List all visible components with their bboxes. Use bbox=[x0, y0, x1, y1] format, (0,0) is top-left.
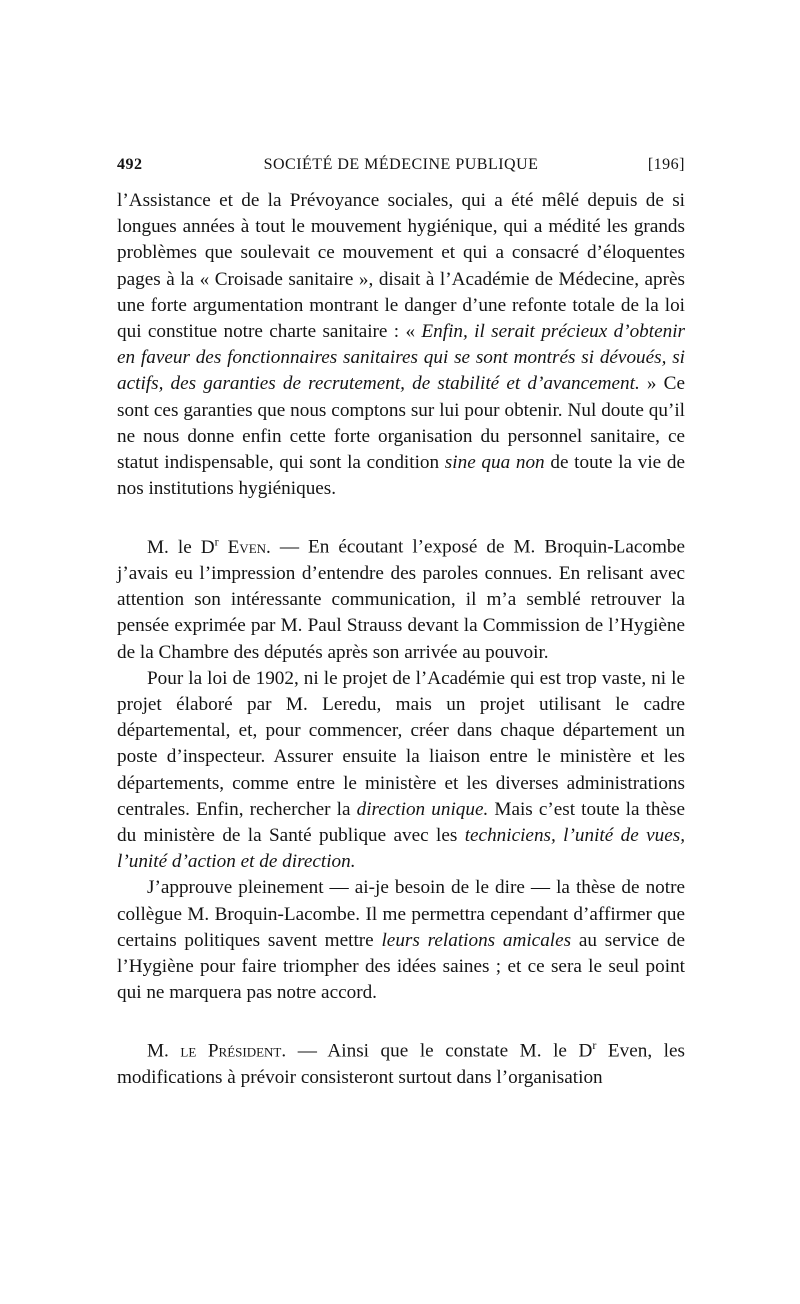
paragraph-5: M. le Président. — Ainsi que le constate M. le $D^r$ Even, les modifications à prévoir consisteront surtout dans l’organisation bbox=[117, 1038, 685, 1089]
paragraph-2: M. le $D^r$ Even. — En écoutant l’exposé de M. Broquin-Lacombe j’avais eu l’impression d’entendre des paroles connues. En relisant avec attention son intéressante communication, il m’a semblé retrouver la pensée exprimée par M. Paul Strauss devant la Commission de l’Hygiène de la Chambre des députés après son arrivée au pouvoir. bbox=[117, 534, 685, 663]
speaker-even: M. le $D^r$ Even. bbox=[147, 534, 271, 558]
running-header bbox=[117, 156, 685, 178]
quoted-citation: Enfin, il serait précieux d’obtenir en faveur des fonctionnaires sanitaires qui se sont montrés si dévoués, si actifs, des garanties de recrutement, de stabilité et d’avancement. bbox=[117, 321, 685, 395]
page-body bbox=[117, 188, 685, 1091]
paragraph-3: Pour la loi de 1902, ni le projet de l’Académie qui est trop vaste, ni le projet élaboré par M. Leredu, mais un projet utilisant le cadre départemental, et, pour commencer, créer dans chaque département un poste d’inspecteur. Assurer ensuite la liaison entre le ministère et les départements, comme entre le ministère et les diverses administrations centrales. Enfin, rechercher la direction unique. Mais c’est toute la thèse du ministère de la Santé publique avec les techniciens, l’unité de vues, l’unité d’action et de direction. bbox=[117, 667, 686, 873]
page-reference: [196] bbox=[647, 156, 685, 173]
page-number: 492 bbox=[117, 156, 143, 173]
latin-phrase: sine qua non bbox=[444, 452, 545, 474]
speaker-president: M. le Président. bbox=[147, 1040, 287, 1062]
paragraph-1: l’Assistance et de la Prévoyance sociales, qui a été mêlé depuis de si longues années à tout le mouvement hygiénique, qui a médité les grands problèmes que soulevait ce mouvement et qui a consacré d’éloquentes pages à la « Croisade sanitaire », disait à l’Académie de Médecine, après une forte argumentation montrant le danger d’une refonte totale de la loi qui constitue notre charte sanitaire : « Enfin, il serait précieux d’obtenir en faveur des fonctionnaires sanitaires qui se sont montrés si dévoués, si actifs, des garanties de recrutement, de stabilité et d’avancement. » Ce sont ces garanties que nous comptons sur lui pour obtenir. Nul doute qu’il ne nous donne enfin cette forte organisation du personnel sanitaire, ce statut indispensable, qui sont la condition sine qua non de toute la vie de nos institutions hygiéniques. bbox=[117, 190, 685, 500]
paragraph-4: J’approuve pleinement — ai-je besoin de le dire — la thèse de notre collègue M. Broquin-Lacombe. Il me permettra cependant d’affirmer que certains politiques savent mettre leurs relations amicales au service de l’Hygiène pour faire triompher des idées saines ; et ce sera le seul point qui ne marquera pas notre accord. bbox=[117, 877, 685, 1004]
running-title: SOCIÉTÉ DE MÉDECINE PUBLIQUE bbox=[263, 156, 539, 173]
